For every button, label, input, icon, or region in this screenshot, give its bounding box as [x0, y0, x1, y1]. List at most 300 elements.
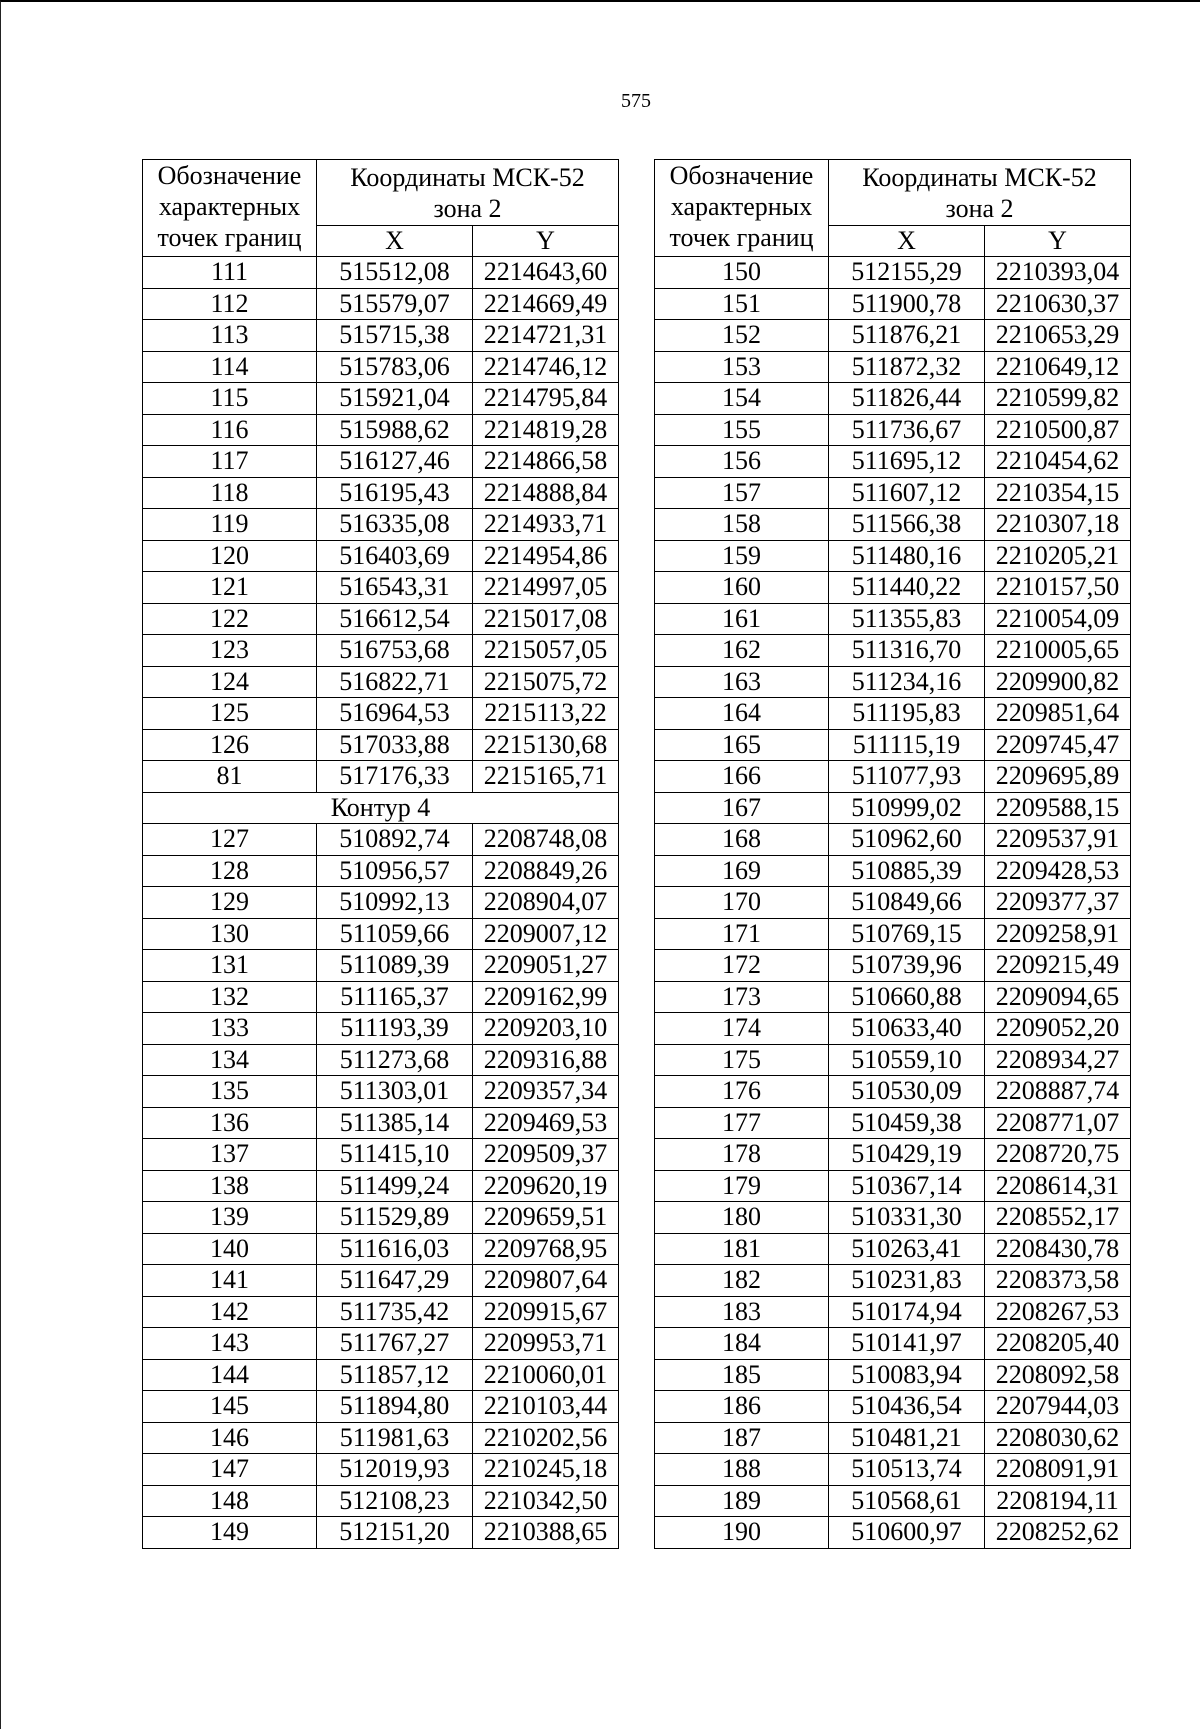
table-row	[655, 257, 1131, 289]
point-id-cell: 120	[143, 540, 317, 572]
y-coordinate-cell: 2209316,88	[473, 1044, 619, 1076]
point-id-cell: 130	[143, 918, 317, 950]
point-id-cell: 113	[143, 320, 317, 352]
x-coordinate-cell: 516335,08	[317, 509, 473, 541]
y-coordinate-cell: 2210393,04	[985, 257, 1131, 289]
point-id-cell: 156	[655, 446, 829, 478]
table-body-right	[655, 257, 1131, 1549]
y-coordinate-cell: 2209588,15	[985, 792, 1131, 824]
coordinates-table-right	[654, 159, 1131, 1549]
y-coordinate-cell: 2210245,18	[473, 1454, 619, 1486]
table-row	[143, 1391, 619, 1423]
table-row	[655, 1139, 1131, 1171]
x-coordinate-cell: 516822,71	[317, 666, 473, 698]
y-coordinate-cell: 2214746,12	[473, 351, 619, 383]
y-coordinate-cell: 2209258,91	[985, 918, 1131, 950]
y-coordinate-cell: 2210103,44	[473, 1391, 619, 1423]
point-id-cell: 133	[143, 1013, 317, 1045]
x-coordinate-cell: 511876,21	[829, 320, 985, 352]
point-id-cell: 114	[143, 351, 317, 383]
point-id-cell: 142	[143, 1296, 317, 1328]
y-coordinate-cell: 2210307,18	[985, 509, 1131, 541]
y-coordinate-cell: 2207944,03	[985, 1391, 1131, 1423]
x-coordinate-cell: 511165,37	[317, 981, 473, 1013]
point-id-cell: 169	[655, 855, 829, 887]
x-coordinate-cell: 510481,21	[829, 1422, 985, 1454]
x-coordinate-cell: 511355,83	[829, 603, 985, 635]
x-coordinate-cell: 511857,12	[317, 1359, 473, 1391]
point-id-cell: 117	[143, 446, 317, 478]
y-coordinate-cell: 2210342,50	[473, 1485, 619, 1517]
x-coordinate-cell: 510739,96	[829, 950, 985, 982]
y-coordinate-cell: 2210599,82	[985, 383, 1131, 415]
x-coordinate-cell: 510559,10	[829, 1044, 985, 1076]
y-coordinate-cell: 2208614,31	[985, 1170, 1131, 1202]
y-coordinate-cell: 2208092,58	[985, 1359, 1131, 1391]
point-id-cell: 152	[655, 320, 829, 352]
y-coordinate-cell: 2209428,53	[985, 855, 1131, 887]
table-row	[655, 824, 1131, 856]
x-coordinate-cell: 510083,94	[829, 1359, 985, 1391]
y-coordinate-cell: 2208205,40	[985, 1328, 1131, 1360]
x-coordinate-cell: 517176,33	[317, 761, 473, 793]
x-coordinate-cell: 511566,38	[829, 509, 985, 541]
point-id-cell: 176	[655, 1076, 829, 1108]
point-id-cell: 139	[143, 1202, 317, 1234]
y-coordinate-cell: 2208552,17	[985, 1202, 1131, 1234]
x-coordinate-cell: 510231,83	[829, 1265, 985, 1297]
y-coordinate-cell: 2209620,19	[473, 1170, 619, 1202]
x-coordinate-cell: 510141,97	[829, 1328, 985, 1360]
point-id-cell: 125	[143, 698, 317, 730]
x-coordinate-cell: 516612,54	[317, 603, 473, 635]
x-coordinate-cell: 510956,57	[317, 855, 473, 887]
table-row	[655, 887, 1131, 919]
table-row	[143, 1485, 619, 1517]
y-coordinate-cell: 2209094,65	[985, 981, 1131, 1013]
x-coordinate-cell: 511234,16	[829, 666, 985, 698]
table-row	[143, 1107, 619, 1139]
point-id-cell: 155	[655, 414, 829, 446]
table-body-left	[143, 257, 619, 1549]
table-row	[655, 761, 1131, 793]
table-row	[143, 698, 619, 730]
table-row	[655, 1454, 1131, 1486]
table-row	[143, 288, 619, 320]
y-coordinate-cell: 2215057,05	[473, 635, 619, 667]
point-id-cell: 121	[143, 572, 317, 604]
x-coordinate-cell: 516964,53	[317, 698, 473, 730]
y-coordinate-cell: 2208091,91	[985, 1454, 1131, 1486]
point-id-cell: 148	[143, 1485, 317, 1517]
table-row	[655, 603, 1131, 635]
coordinates-header: Координаты МСК-52 зона 2	[829, 160, 1131, 226]
y-coordinate-cell: 2210005,65	[985, 635, 1131, 667]
point-id-cell: 172	[655, 950, 829, 982]
point-id-cell: 132	[143, 981, 317, 1013]
point-id-cell: 111	[143, 257, 317, 289]
table-row	[655, 446, 1131, 478]
x-coordinate-cell: 511273,68	[317, 1044, 473, 1076]
x-coordinate-cell: 510769,15	[829, 918, 985, 950]
x-coordinate-cell: 515579,07	[317, 288, 473, 320]
x-coordinate-cell: 510962,60	[829, 824, 985, 856]
point-id-cell: 119	[143, 509, 317, 541]
table-row	[143, 981, 619, 1013]
point-id-cell: 189	[655, 1485, 829, 1517]
table-row	[143, 761, 619, 793]
table-row	[143, 1265, 619, 1297]
y-coordinate-cell: 2209203,10	[473, 1013, 619, 1045]
table-row	[143, 1233, 619, 1265]
x-coordinate-cell: 511735,42	[317, 1296, 473, 1328]
x-coordinate-cell: 511480,16	[829, 540, 985, 572]
y-coordinate-cell: 2209051,27	[473, 950, 619, 982]
x-coordinate-cell: 511900,78	[829, 288, 985, 320]
table-row	[655, 1076, 1131, 1108]
table-row	[143, 446, 619, 478]
y-coordinate-cell: 2214819,28	[473, 414, 619, 446]
table-row	[655, 1202, 1131, 1234]
y-coordinate-cell: 2208849,26	[473, 855, 619, 887]
y-coordinate-cell: 2210202,56	[473, 1422, 619, 1454]
x-coordinate-cell: 512155,29	[829, 257, 985, 289]
x-coordinate-cell: 511647,29	[317, 1265, 473, 1297]
y-coordinate-cell: 2210500,87	[985, 414, 1131, 446]
y-coordinate-cell: 2209162,99	[473, 981, 619, 1013]
x-coordinate-cell: 510263,41	[829, 1233, 985, 1265]
point-id-cell: 162	[655, 635, 829, 667]
point-id-cell: 154	[655, 383, 829, 415]
x-coordinate-cell: 516403,69	[317, 540, 473, 572]
y-coordinate-cell: 2208373,58	[985, 1265, 1131, 1297]
table-row	[143, 729, 619, 761]
table-row	[143, 257, 619, 289]
point-column-header: Обозначение характерных точек границ	[655, 160, 829, 257]
x-coordinate-cell: 511089,39	[317, 950, 473, 982]
x-coordinate-cell: 511077,93	[829, 761, 985, 793]
table-row	[143, 824, 619, 856]
x-coordinate-cell: 511607,12	[829, 477, 985, 509]
table-row	[655, 1359, 1131, 1391]
point-id-cell: 149	[143, 1517, 317, 1549]
y-coordinate-cell: 2209745,47	[985, 729, 1131, 761]
point-id-cell: 159	[655, 540, 829, 572]
x-coordinate-cell: 510429,19	[829, 1139, 985, 1171]
point-id-cell: 178	[655, 1139, 829, 1171]
x-coordinate-cell: 516127,46	[317, 446, 473, 478]
y-coordinate-cell: 2208904,07	[473, 887, 619, 919]
x-coordinate-cell: 510633,40	[829, 1013, 985, 1045]
point-id-cell: 163	[655, 666, 829, 698]
x-coordinate-cell: 510459,38	[829, 1107, 985, 1139]
point-id-cell: 140	[143, 1233, 317, 1265]
point-id-cell: 166	[655, 761, 829, 793]
y-coordinate-cell: 2209509,37	[473, 1139, 619, 1171]
table-row	[143, 1454, 619, 1486]
x-coordinate-cell: 510660,88	[829, 981, 985, 1013]
x-coordinate-cell: 511695,12	[829, 446, 985, 478]
table-row	[143, 383, 619, 415]
x-coordinate-cell: 510849,66	[829, 887, 985, 919]
point-id-cell: 175	[655, 1044, 829, 1076]
point-id-cell: 158	[655, 509, 829, 541]
table-row	[143, 887, 619, 919]
table-row	[143, 635, 619, 667]
x-coordinate-cell: 510331,30	[829, 1202, 985, 1234]
table-row	[143, 1422, 619, 1454]
point-id-cell: 136	[143, 1107, 317, 1139]
y-column-header: Y	[985, 226, 1131, 257]
y-coordinate-cell: 2214888,84	[473, 477, 619, 509]
table-row	[655, 666, 1131, 698]
y-coordinate-cell: 2209215,49	[985, 950, 1131, 982]
point-id-cell: 127	[143, 824, 317, 856]
y-coordinate-cell: 2209807,64	[473, 1265, 619, 1297]
x-coordinate-cell: 510992,13	[317, 887, 473, 919]
point-id-cell: 145	[143, 1391, 317, 1423]
x-column-header: X	[317, 226, 473, 257]
table-row	[143, 1517, 619, 1549]
table-row	[655, 320, 1131, 352]
x-coordinate-cell: 510367,14	[829, 1170, 985, 1202]
point-id-cell: 146	[143, 1422, 317, 1454]
y-coordinate-cell: 2210054,09	[985, 603, 1131, 635]
y-coordinate-cell: 2210649,12	[985, 351, 1131, 383]
table-row	[143, 855, 619, 887]
point-id-cell: 170	[655, 887, 829, 919]
x-coordinate-cell: 512151,20	[317, 1517, 473, 1549]
table-row	[655, 351, 1131, 383]
y-coordinate-cell: 2209953,71	[473, 1328, 619, 1360]
point-id-cell: 116	[143, 414, 317, 446]
x-coordinate-cell: 511195,83	[829, 698, 985, 730]
point-id-cell: 112	[143, 288, 317, 320]
x-coordinate-cell: 511316,70	[829, 635, 985, 667]
y-coordinate-cell: 2210157,50	[985, 572, 1131, 604]
coordinates-table-left	[142, 159, 619, 1549]
point-id-cell: 157	[655, 477, 829, 509]
point-id-cell: 143	[143, 1328, 317, 1360]
table-row	[655, 1328, 1131, 1360]
table-row	[143, 509, 619, 541]
table-row	[143, 320, 619, 352]
point-id-cell: 180	[655, 1202, 829, 1234]
table-row	[655, 635, 1131, 667]
table-row	[655, 950, 1131, 982]
table-row	[143, 540, 619, 572]
table-row	[655, 981, 1131, 1013]
x-coordinate-cell: 516753,68	[317, 635, 473, 667]
point-id-cell: 150	[655, 257, 829, 289]
x-coordinate-cell: 510530,09	[829, 1076, 985, 1108]
table-row	[655, 1265, 1131, 1297]
table-row	[655, 1296, 1131, 1328]
table-row	[655, 1044, 1131, 1076]
point-id-cell: 137	[143, 1139, 317, 1171]
x-coordinate-cell: 511736,67	[829, 414, 985, 446]
y-coordinate-cell: 2209900,82	[985, 666, 1131, 698]
x-coordinate-cell: 511059,66	[317, 918, 473, 950]
table-row	[655, 1485, 1131, 1517]
y-coordinate-cell: 2214643,60	[473, 257, 619, 289]
x-coordinate-cell: 510999,02	[829, 792, 985, 824]
y-coordinate-cell: 2215113,22	[473, 698, 619, 730]
point-id-cell: 128	[143, 855, 317, 887]
x-coordinate-cell: 515783,06	[317, 351, 473, 383]
table-row	[143, 351, 619, 383]
table-row	[143, 1202, 619, 1234]
y-coordinate-cell: 2209052,20	[985, 1013, 1131, 1045]
table-row	[143, 1013, 619, 1045]
point-id-cell: 138	[143, 1170, 317, 1202]
point-id-cell: 160	[655, 572, 829, 604]
y-coordinate-cell: 2210205,21	[985, 540, 1131, 572]
point-id-cell: 171	[655, 918, 829, 950]
y-coordinate-cell: 2210630,37	[985, 288, 1131, 320]
table-row	[655, 792, 1131, 824]
y-coordinate-cell: 2208720,75	[985, 1139, 1131, 1171]
table-row	[143, 1139, 619, 1171]
x-coordinate-cell: 511440,22	[829, 572, 985, 604]
point-id-cell: 161	[655, 603, 829, 635]
y-coordinate-cell: 2215017,08	[473, 603, 619, 635]
point-id-cell: 164	[655, 698, 829, 730]
x-coordinate-cell: 510885,39	[829, 855, 985, 887]
x-coordinate-cell: 516195,43	[317, 477, 473, 509]
x-coordinate-cell: 516543,31	[317, 572, 473, 604]
table-row	[655, 288, 1131, 320]
table-row	[655, 477, 1131, 509]
x-coordinate-cell: 515988,62	[317, 414, 473, 446]
point-id-cell: 177	[655, 1107, 829, 1139]
point-id-cell: 190	[655, 1517, 829, 1549]
point-id-cell: 124	[143, 666, 317, 698]
x-coordinate-cell: 511826,44	[829, 383, 985, 415]
point-id-cell: 168	[655, 824, 829, 856]
table-row	[655, 572, 1131, 604]
y-coordinate-cell: 2208030,62	[985, 1422, 1131, 1454]
point-id-cell: 122	[143, 603, 317, 635]
point-id-cell: 135	[143, 1076, 317, 1108]
y-coordinate-cell: 2209768,95	[473, 1233, 619, 1265]
y-coordinate-cell: 2214669,49	[473, 288, 619, 320]
table-row	[655, 1391, 1131, 1423]
point-id-cell: 81	[143, 761, 317, 793]
table-row	[143, 918, 619, 950]
y-coordinate-cell: 2208748,08	[473, 824, 619, 856]
table-row	[143, 666, 619, 698]
point-id-cell: 134	[143, 1044, 317, 1076]
table-row	[143, 572, 619, 604]
x-coordinate-cell: 511872,32	[829, 351, 985, 383]
x-coordinate-cell: 511415,10	[317, 1139, 473, 1171]
y-coordinate-cell: 2208267,53	[985, 1296, 1131, 1328]
table-row	[655, 729, 1131, 761]
point-id-cell: 183	[655, 1296, 829, 1328]
point-column-header: Обозначение характерных точек границ	[143, 160, 317, 257]
y-coordinate-cell: 2209851,64	[985, 698, 1131, 730]
x-coordinate-cell: 511767,27	[317, 1328, 473, 1360]
table-row	[143, 1359, 619, 1391]
y-coordinate-cell: 2208887,74	[985, 1076, 1131, 1108]
y-coordinate-cell: 2208771,07	[985, 1107, 1131, 1139]
point-id-cell: 141	[143, 1265, 317, 1297]
y-coordinate-cell: 2215165,71	[473, 761, 619, 793]
point-id-cell: 173	[655, 981, 829, 1013]
x-coordinate-cell: 510568,61	[829, 1485, 985, 1517]
point-id-cell: 153	[655, 351, 829, 383]
table-row	[143, 1296, 619, 1328]
table-row	[655, 1517, 1131, 1549]
point-id-cell: 123	[143, 635, 317, 667]
contour-row	[143, 792, 619, 824]
y-column-header: Y	[473, 226, 619, 257]
x-coordinate-cell: 511303,01	[317, 1076, 473, 1108]
x-coordinate-cell: 512019,93	[317, 1454, 473, 1486]
point-id-cell: 131	[143, 950, 317, 982]
y-coordinate-cell: 2209357,34	[473, 1076, 619, 1108]
table-row	[143, 1170, 619, 1202]
y-coordinate-cell: 2214933,71	[473, 509, 619, 541]
x-coordinate-cell: 512108,23	[317, 1485, 473, 1517]
table-row	[655, 698, 1131, 730]
x-coordinate-cell: 510174,94	[829, 1296, 985, 1328]
y-coordinate-cell: 2214866,58	[473, 446, 619, 478]
y-coordinate-cell: 2210354,15	[985, 477, 1131, 509]
table-row	[655, 918, 1131, 950]
point-id-cell: 181	[655, 1233, 829, 1265]
y-coordinate-cell: 2209659,51	[473, 1202, 619, 1234]
y-coordinate-cell: 2215075,72	[473, 666, 619, 698]
point-id-cell: 185	[655, 1359, 829, 1391]
x-coordinate-cell: 517033,88	[317, 729, 473, 761]
table-row	[655, 383, 1131, 415]
y-coordinate-cell: 2208430,78	[985, 1233, 1131, 1265]
table-row	[655, 1013, 1131, 1045]
page-number: 575	[621, 90, 651, 112]
point-id-cell: 167	[655, 792, 829, 824]
x-coordinate-cell: 511193,39	[317, 1013, 473, 1045]
x-coordinate-cell: 510600,97	[829, 1517, 985, 1549]
x-coordinate-cell: 511894,80	[317, 1391, 473, 1423]
y-coordinate-cell: 2208194,11	[985, 1485, 1131, 1517]
table-row	[143, 1044, 619, 1076]
point-id-cell: 187	[655, 1422, 829, 1454]
table-row	[143, 603, 619, 635]
y-coordinate-cell: 2210060,01	[473, 1359, 619, 1391]
x-coordinate-cell: 511115,19	[829, 729, 985, 761]
table-row	[655, 414, 1131, 446]
x-coordinate-cell: 511385,14	[317, 1107, 473, 1139]
point-id-cell: 144	[143, 1359, 317, 1391]
point-id-cell: 151	[655, 288, 829, 320]
table-row	[655, 1422, 1131, 1454]
y-coordinate-cell: 2209915,67	[473, 1296, 619, 1328]
x-coordinate-cell: 510892,74	[317, 824, 473, 856]
table-row	[143, 414, 619, 446]
y-coordinate-cell: 2209377,37	[985, 887, 1131, 919]
point-id-cell: 179	[655, 1170, 829, 1202]
y-coordinate-cell: 2214795,84	[473, 383, 619, 415]
x-coordinate-cell: 515512,08	[317, 257, 473, 289]
table-row	[143, 950, 619, 982]
point-id-cell: 126	[143, 729, 317, 761]
x-coordinate-cell: 511616,03	[317, 1233, 473, 1265]
point-id-cell: 184	[655, 1328, 829, 1360]
y-coordinate-cell: 2214954,86	[473, 540, 619, 572]
table-row	[143, 1076, 619, 1108]
